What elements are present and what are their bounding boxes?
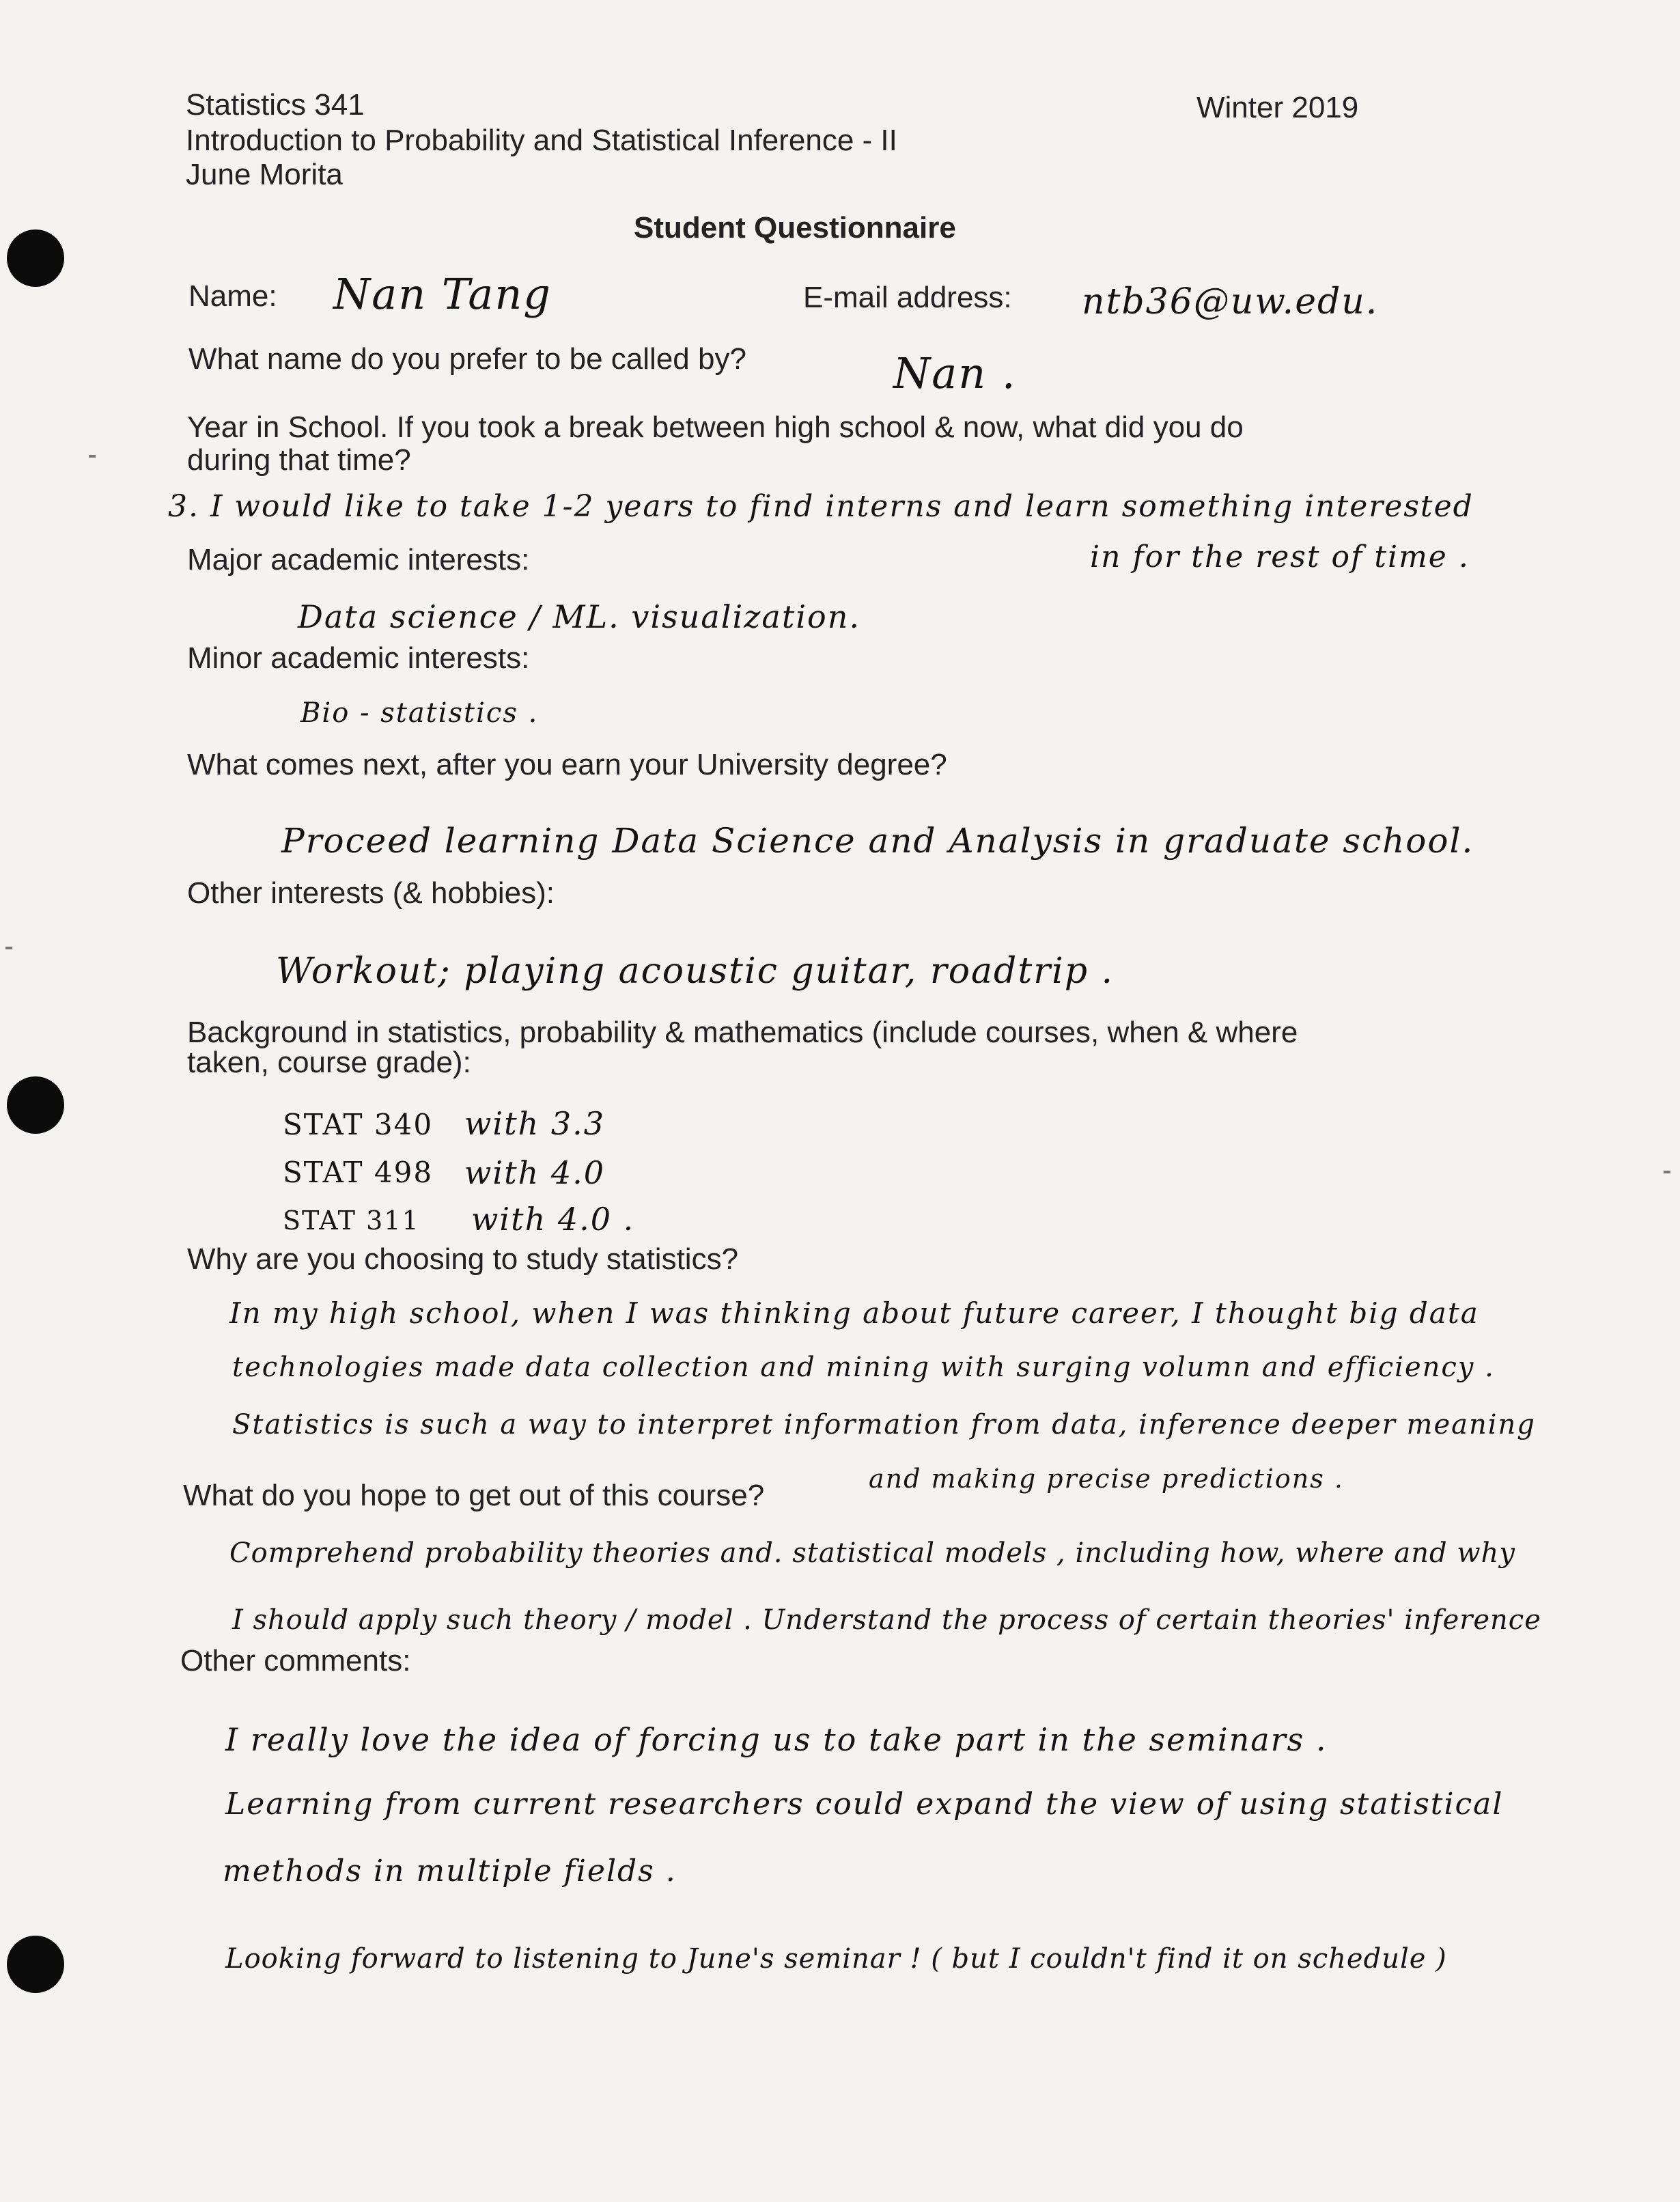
background-label-line-2: taken, course grade):	[187, 1046, 471, 1079]
course-name: STAT 340	[283, 1108, 434, 1141]
preferred-name-value: Nan .	[893, 348, 1017, 398]
comments-line: I really love the idea of forcing us to take part in the seminars .	[225, 1721, 1328, 1758]
course-title: Introduction to Probability and Statistical Inference - II	[186, 124, 897, 157]
comments-line: Learning from current researchers could expand the view of using statistical	[225, 1787, 1504, 1822]
minor-value: Bio - statistics .	[300, 697, 539, 729]
major-value: Data science / ML. visualization.	[298, 598, 860, 635]
why-answer-line: and making precise predictions .	[869, 1464, 1344, 1494]
year-answer-line-2: in for the rest of time .	[1090, 540, 1470, 574]
year-label-line-1: Year in School. If you took a break between high school & now, what did you do	[187, 410, 1244, 444]
year-label-line-2: during that time?	[187, 443, 411, 477]
hobbies-value: Workout; playing acoustic guitar, roadtrip .	[276, 951, 1115, 992]
next-label: What comes next, after you earn your University degree?	[187, 748, 947, 781]
course-name: STAT 498	[283, 1156, 434, 1189]
punch-hole-bottom	[7, 1936, 64, 1993]
email-value: ntb36@uw.edu.	[1082, 281, 1379, 322]
punch-hole-top	[7, 229, 64, 287]
comments-label: Other comments:	[180, 1644, 411, 1677]
scan-mark	[1664, 1171, 1670, 1173]
background-label-line-1: Background in statistics, probability & mathematics (include courses, when & where	[187, 1016, 1298, 1049]
course-grade: with 4.0 .	[471, 1201, 635, 1238]
course-name: STAT 311	[283, 1205, 420, 1236]
name-label: Name:	[188, 279, 277, 313]
email-label: E-mail address:	[803, 281, 1012, 314]
instructor-name: June Morita	[186, 158, 343, 191]
form-title: Student Questionnaire	[634, 211, 956, 245]
term: Winter 2019	[1196, 91, 1359, 124]
name-value: Nan Tang	[333, 269, 552, 319]
comments-line: methods in multiple fields .	[223, 1854, 677, 1889]
preferred-name-label: What name do you prefer to be called by?	[188, 342, 746, 376]
hope-label: What do you hope to get out of this course?	[183, 1479, 765, 1512]
comments-line: Looking forward to listening to June's seminar ! ( but I couldn't find it on schedule )	[225, 1943, 1447, 1975]
major-label: Major academic interests:	[187, 543, 530, 576]
year-answer-line-1: 3. I would like to take 1-2 years to find interns and learn something interested	[168, 489, 1474, 524]
course-code: Statistics 341	[186, 88, 365, 122]
hobbies-label: Other interests (& hobbies):	[187, 876, 555, 910]
course-grade: with 3.3	[464, 1105, 605, 1142]
why-label: Why are you choosing to study statistics?	[187, 1242, 739, 1276]
next-value: Proceed learning Data Science and Analysis in graduate school.	[281, 821, 1474, 861]
hope-answer-line: Comprehend probability theories and. statistical models , including how, where and why	[229, 1537, 1515, 1569]
scan-mark	[89, 455, 96, 458]
hope-answer-line: I should apply such theory / model . Understand the process of certain theories' inference	[232, 1604, 1541, 1636]
why-answer-line: Statistics is such a way to interpret information from data, inference deeper meaning	[232, 1409, 1536, 1440]
scan-mark	[5, 947, 12, 949]
course-grade: with 4.0	[464, 1154, 605, 1191]
why-answer-line: In my high school, when I was thinking about future career, I thought big data	[229, 1296, 1479, 1330]
punch-hole-middle	[7, 1076, 64, 1134]
minor-label: Minor academic interests:	[187, 641, 530, 675]
why-answer-line: technologies made data collection and mining with surging volumn and efficiency .	[232, 1352, 1495, 1383]
